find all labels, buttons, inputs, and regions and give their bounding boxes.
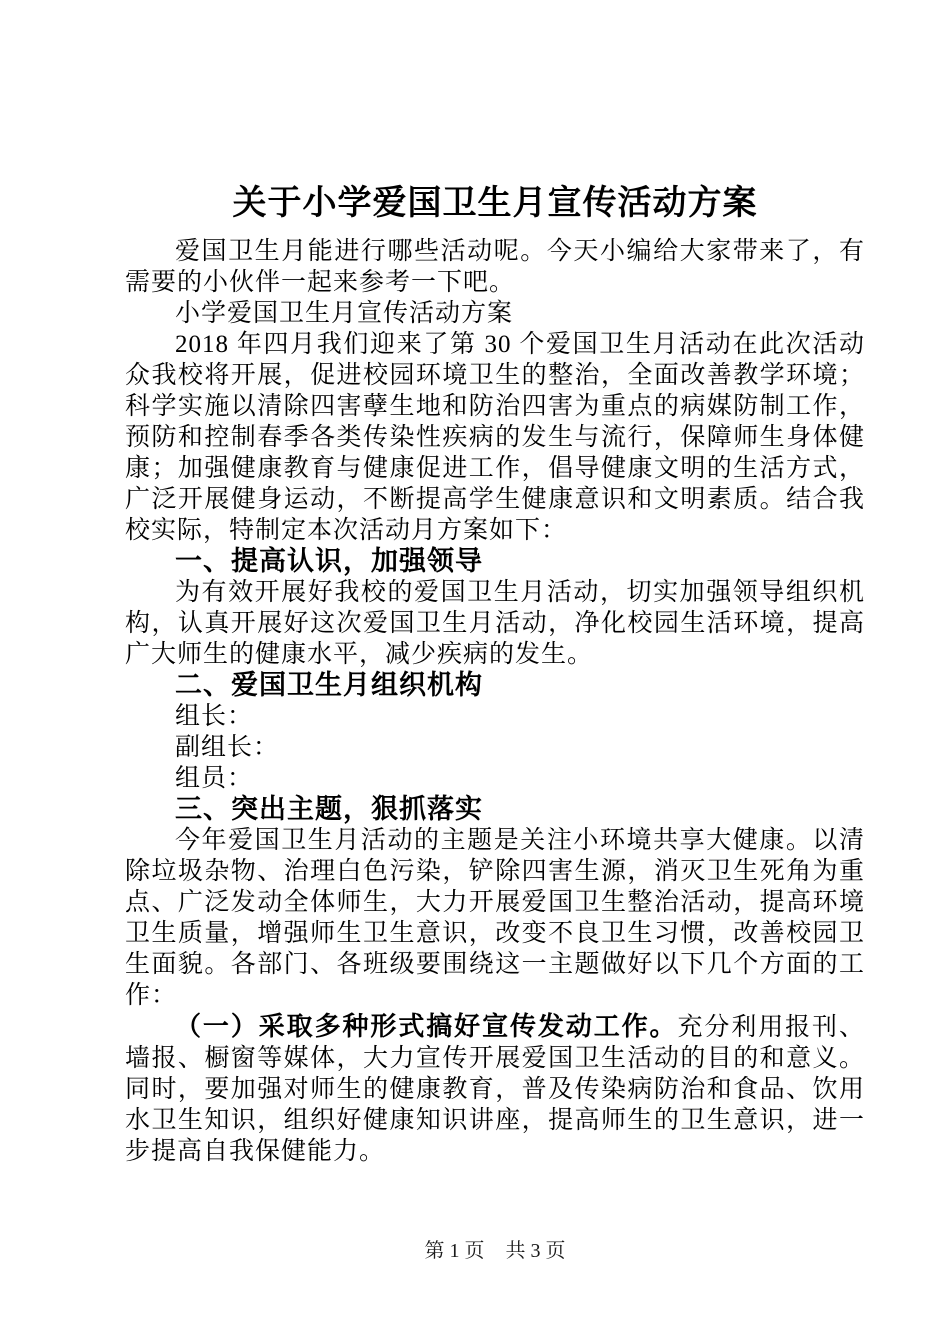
paragraph-section-3: 今年爱国卫生月活动的主题是关注小环境共享大健康。以清除垃圾杂物、治理白色污染，铲除四害生源，消灭卫生死角为重点、广泛发动全体师生，大力开展爱国卫生整治活动，提高环境卫生质量，增强师生卫生意识，改变不良卫生习惯，改善校园卫生面貌。各部门、各班级要围绕这一主题做好以下几个方面的工作： — [125, 827, 865, 1009]
line-members: 组员： — [175, 765, 254, 792]
paragraph-section-1: 为有效开展好我校的爱国卫生月活动，切实加强领导组织机构，认真开展好这次爱国卫生月活动，净化校园生活环境，提高广大师生的健康水平，减少疾病的发生。 — [125, 579, 865, 668]
paragraph-item-1 — [125, 1011, 865, 1167]
paragraph-item-1-lead: （一）采取多种形式搞好宣传发动工作。 — [175, 1011, 678, 1041]
line-deputy-leader: 副组长： — [175, 734, 280, 761]
paragraph-item-1-body: 充分利用报刊、墙报、橱窗等媒体，大力宣传开展爱国卫生活动的目的和意义。同时，要加强对师生的健康教育，普及传染病防治和食品、饮用水卫生知识，组织好健康知识讲座，提高师生的卫生意识，进一步提高自我保健能力。 — [125, 1014, 865, 1165]
page-number: 第 1 页 — [424, 1240, 485, 1262]
page-footer — [125, 1238, 865, 1264]
paragraph-intro: 爱国卫生月能进行哪些活动呢。今天小编给大家带来了，有需要的小伙伴一起来参考一下吧。 — [125, 238, 865, 296]
total-pages: 共 3 页 — [505, 1240, 566, 1262]
section-heading-1: 一、提高认识，加强领导 — [175, 546, 483, 576]
document-title: 关于小学爱国卫生月宣传活动方案 — [232, 185, 758, 222]
paragraph-overview: 2018 年四月我们迎来了第 30 个爱国卫生月活动在此次活动众我校将开展，促进校园环境卫生的整治，全面改善教学环境；科学实施以清除四害孽生地和防治四害为重点的病媒防制工作，预防和控制春季各类传染性疾病的发生与流行，保障师生身体健康；加强健康教育与健康促进工作，倡导健康文明的生活方式，广泛开展健身运动，不断提高学生健康意识和文明素质。结合我校实际，特制定本次活动月方案如下： — [125, 331, 865, 544]
paragraph-subtitle: 小学爱国卫生月宣传活动方案 — [175, 300, 514, 327]
section-heading-3: 三、突出主题，狠抓落实 — [175, 794, 483, 824]
section-heading-2: 二、爱国卫生月组织机构 — [175, 670, 483, 700]
line-group-leader: 组长： — [175, 703, 254, 730]
